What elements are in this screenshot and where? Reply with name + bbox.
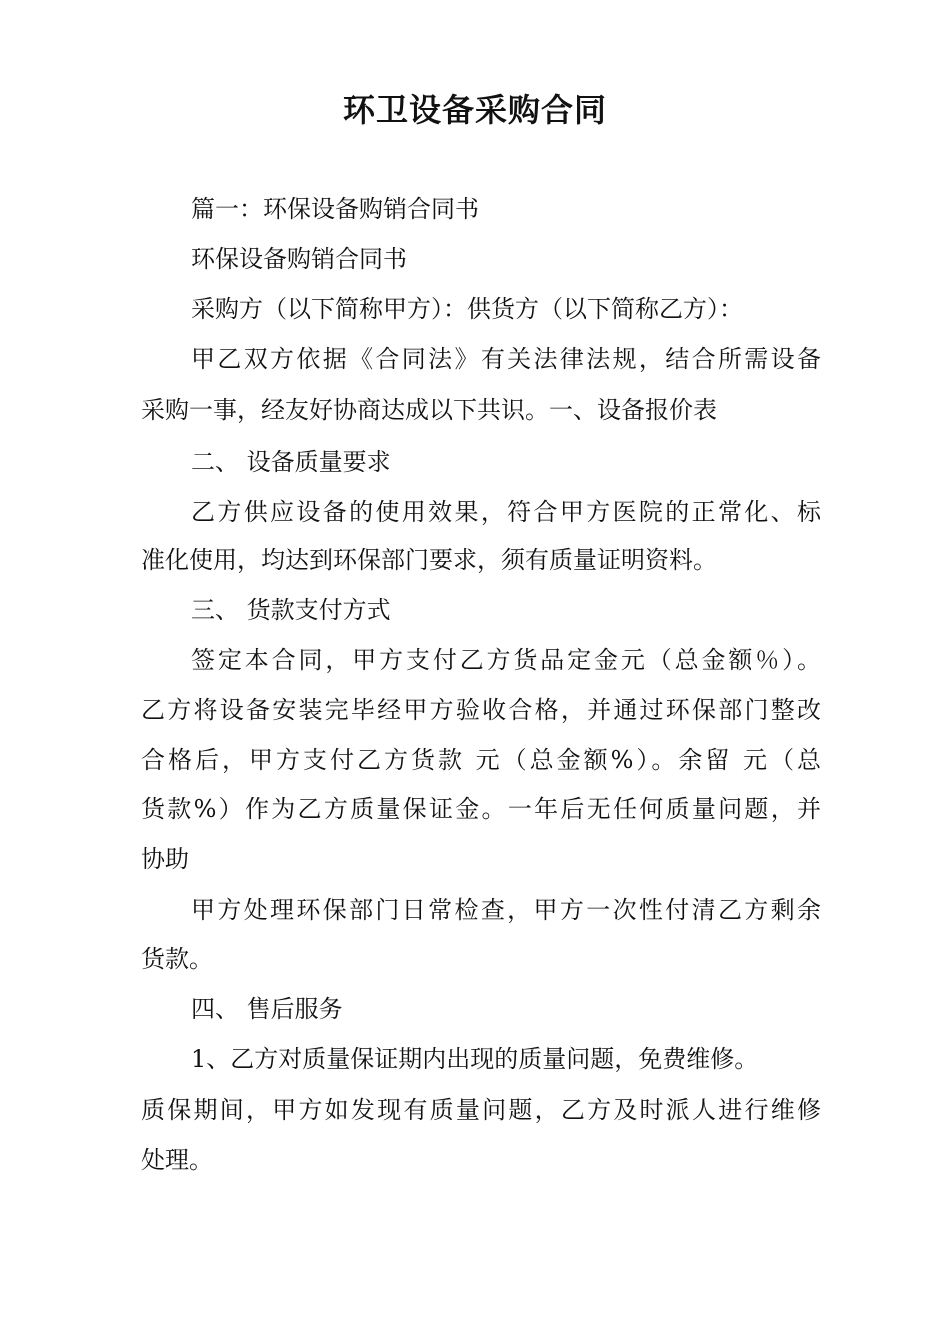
paragraph-line: 合格后，甲方支付乙方货款 元（总金额%）。余留 元（总 xyxy=(141,746,821,774)
section-heading-after-sales: 四、 售后服务 xyxy=(191,995,343,1023)
paragraph-line: 签定本合同，甲方支付乙方货品定金元（总金额％）。 xyxy=(191,646,821,674)
subtitle-line: 环保设备购销合同书 xyxy=(191,245,407,273)
parties-line: 采购方（以下简称甲方）：供货方（以下简称乙方）： xyxy=(191,295,743,323)
document-title: 环卫设备采购合同 xyxy=(342,91,607,129)
paragraph-line: 货款。 xyxy=(141,945,213,973)
paragraph-line: 甲方处理环保部门日常检查，甲方一次性付清乙方剩余 xyxy=(191,896,821,924)
paragraph-line: 甲乙双方依据《合同法》有关法律法规，结合所需设备 xyxy=(191,345,821,373)
paragraph-line: 货款%）作为乙方质量保证金。一年后无任何质量问题，并 xyxy=(141,795,821,823)
paragraph-line: 乙方供应设备的使用效果，符合甲方医院的正常化、标 xyxy=(191,498,821,526)
paragraph-line: 准化使用，均达到环保部门要求，须有质量证明资料。 xyxy=(141,546,717,574)
paragraph-line: 乙方将设备安装完毕经甲方验收合格，并通过环保部门整改 xyxy=(141,696,821,724)
paragraph-line: 协助 xyxy=(141,845,189,873)
paragraph-line: 质保期间，甲方如发现有质量问题，乙方及时派人进行维修 xyxy=(141,1096,821,1124)
section-heading-payment: 三、 货款支付方式 xyxy=(191,596,391,624)
paragraph-line: 采购一事，经友好协商达成以下共识。一、设备报价表 xyxy=(141,396,717,424)
section-heading-quality: 二、 设备质量要求 xyxy=(191,448,391,476)
section-heading-part-one: 篇一：环保设备购销合同书 xyxy=(191,195,479,223)
paragraph-line: 1、乙方对质量保证期内出现的质量问题，免费维修。 xyxy=(191,1045,759,1073)
paragraph-line: 处理。 xyxy=(141,1146,213,1174)
